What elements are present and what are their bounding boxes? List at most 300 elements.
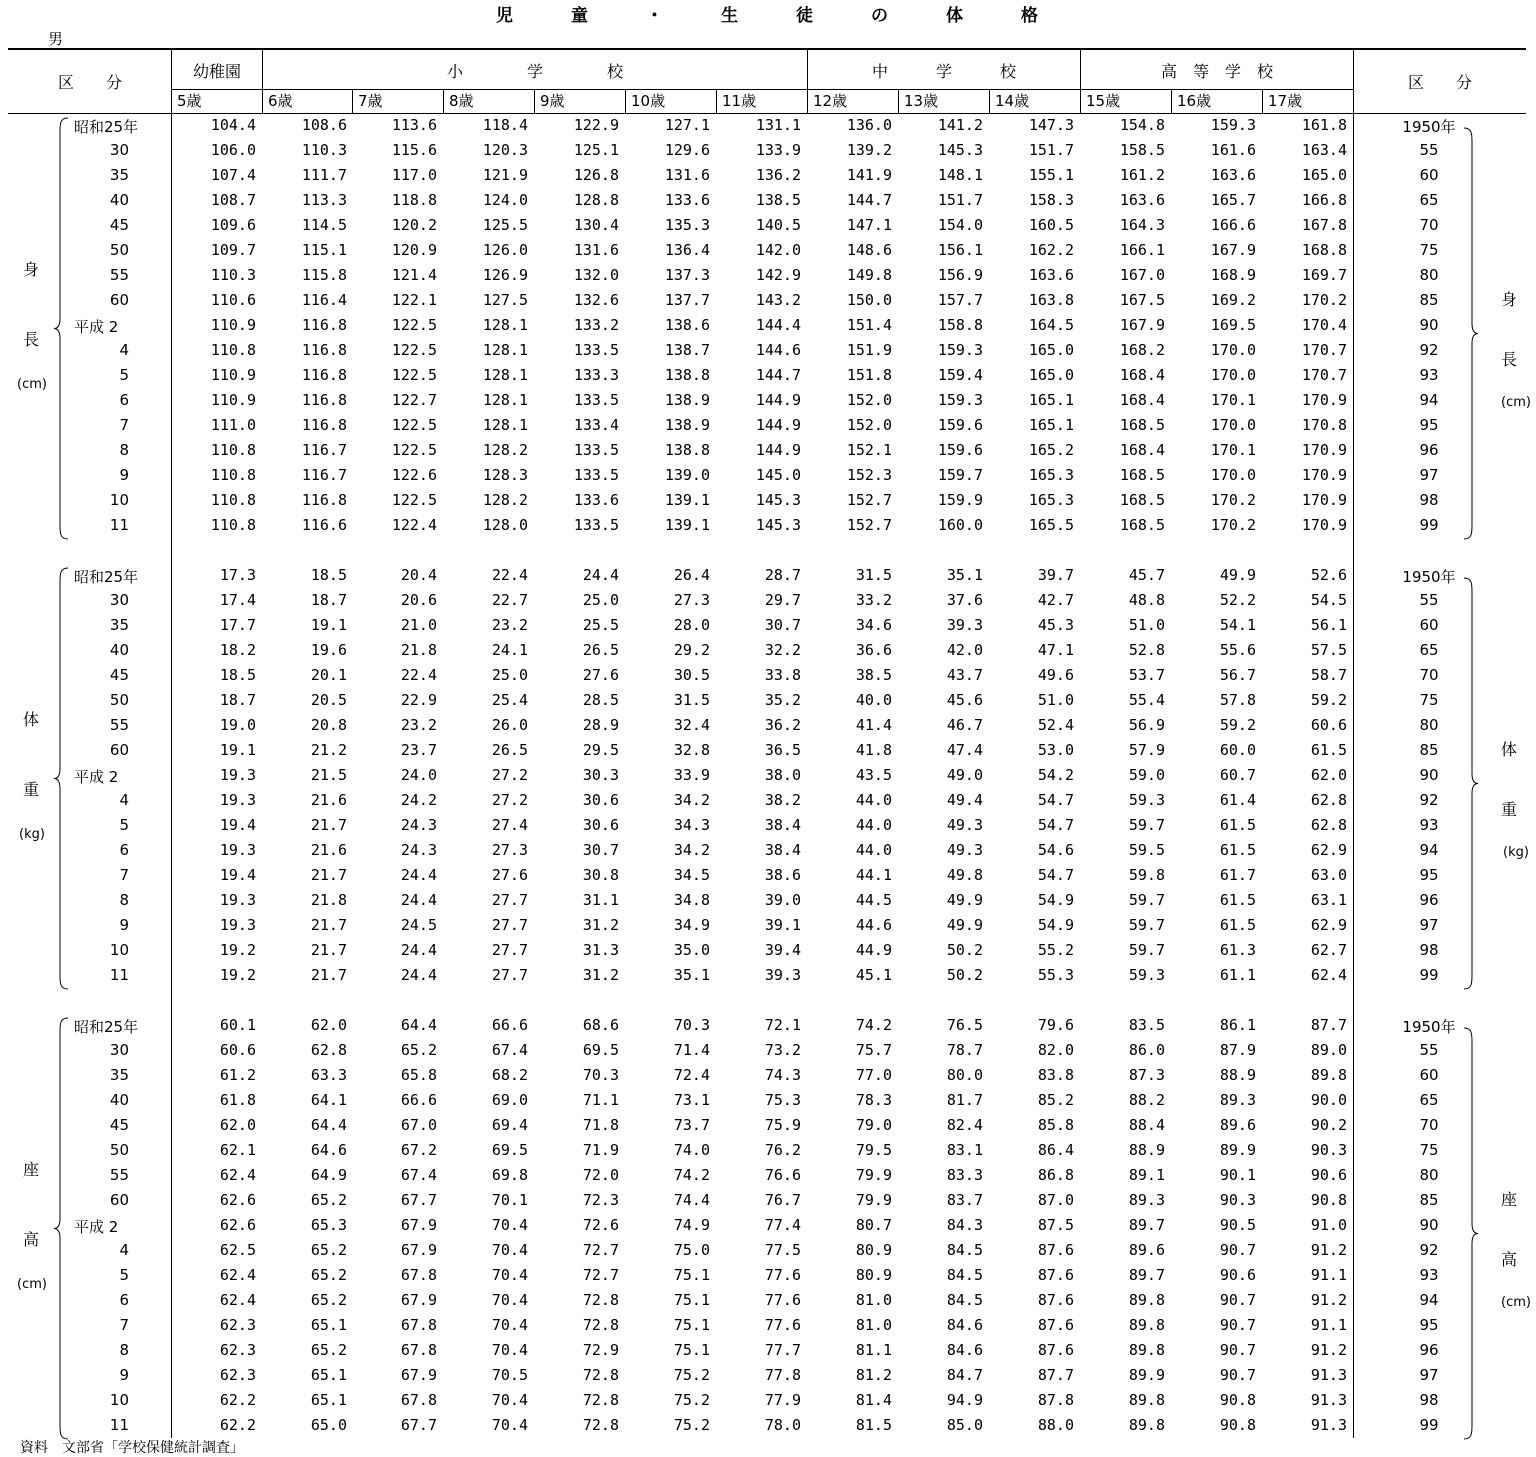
table-cell: 168.5	[1119, 491, 1165, 509]
age-header: 17歳	[1268, 92, 1303, 110]
table-row	[0, 766, 1536, 791]
table-cell: 59.7	[1128, 891, 1165, 909]
table-cell: 80.9	[855, 1266, 892, 1284]
western-year-label: 90	[1419, 316, 1439, 334]
table-cell: 75.2	[673, 1391, 710, 1409]
western-year-label: 92	[1419, 341, 1439, 359]
table-cell: 91.2	[1310, 1341, 1347, 1359]
table-row	[0, 1041, 1536, 1066]
western-year-label: 95	[1419, 1316, 1439, 1334]
table-cell: 72.4	[673, 1066, 710, 1084]
table-cell: 127.5	[482, 291, 528, 309]
table-cell: 52.4	[1037, 716, 1074, 734]
table-cell: 41.4	[855, 716, 892, 734]
table-cell: 65.8	[400, 1066, 437, 1084]
table-cell: 141.2	[937, 116, 983, 134]
table-cell: 34.9	[673, 916, 710, 934]
table-cell: 34.5	[673, 866, 710, 884]
table-cell: 67.7	[400, 1191, 437, 1209]
table-cell: 34.6	[855, 616, 892, 634]
table-cell: 61.3	[1219, 941, 1256, 959]
era-year-label: 7	[119, 866, 129, 884]
table-cell: 89.8	[1128, 1316, 1165, 1334]
table-cell: 74.9	[673, 1216, 710, 1234]
western-year-label: 1950年	[1402, 568, 1456, 586]
table-cell: 76.2	[764, 1141, 801, 1159]
era-year-label: 9	[119, 916, 129, 934]
title-char: 格	[1021, 6, 1040, 26]
table-row	[0, 1141, 1536, 1166]
table-cell: 113.3	[301, 191, 347, 209]
table-cell: 49.6	[1037, 666, 1074, 684]
table-cell: 21.7	[310, 966, 347, 984]
table-cell: 167.9	[1119, 316, 1165, 334]
table-cell: 128.2	[482, 491, 528, 509]
era-year-label: 60	[109, 1191, 129, 1209]
table-cell: 116.7	[301, 441, 347, 459]
table-cell: 159.7	[937, 466, 983, 484]
table-cell: 24.1	[491, 641, 528, 659]
table-cell: 138.5	[755, 191, 801, 209]
table-cell: 62.0	[1310, 766, 1347, 784]
table-cell: 54.9	[1037, 916, 1074, 934]
table-cell: 62.3	[219, 1341, 256, 1359]
age-header: 6歳	[268, 92, 293, 110]
table-cell: 144.9	[755, 416, 801, 434]
table-cell: 62.8	[310, 1041, 347, 1059]
table-cell: 53.0	[1037, 741, 1074, 759]
table-cell: 90.1	[1219, 1166, 1256, 1184]
table-cell: 115.6	[391, 141, 437, 159]
table-row	[0, 291, 1536, 316]
table-cell: 83.7	[946, 1191, 983, 1209]
western-year-label: 1950年	[1402, 118, 1456, 136]
table-cell: 59.8	[1128, 866, 1165, 884]
table-cell: 75.2	[673, 1366, 710, 1384]
table-row	[0, 366, 1536, 391]
table-row	[0, 1291, 1536, 1316]
age-header: 8歳	[449, 92, 474, 110]
table-row	[0, 666, 1536, 691]
table-cell: 89.9	[1128, 1366, 1165, 1384]
table-cell: 29.2	[673, 641, 710, 659]
table-cell: 67.4	[491, 1041, 528, 1059]
title-char: 生	[721, 6, 740, 26]
table-cell: 51.0	[1128, 616, 1165, 634]
table-cell: 62.6	[219, 1191, 256, 1209]
table-cell: 132.6	[573, 291, 619, 309]
table-cell: 21.7	[310, 941, 347, 959]
table-cell: 161.2	[1119, 166, 1165, 184]
table-cell: 86.8	[1037, 1166, 1074, 1184]
table-cell: 74.0	[673, 1141, 710, 1159]
table-cell: 26.0	[491, 716, 528, 734]
table-cell: 67.8	[400, 1391, 437, 1409]
table-cell: 81.4	[855, 1391, 892, 1409]
table-cell: 67.4	[400, 1166, 437, 1184]
table-cell: 21.7	[310, 816, 347, 834]
table-cell: 116.6	[301, 516, 347, 534]
table-cell: 128.1	[482, 416, 528, 434]
table-cell: 65.0	[310, 1416, 347, 1434]
table-cell: 152.7	[846, 491, 892, 509]
table-cell: 44.0	[855, 791, 892, 809]
table-cell: 43.7	[946, 666, 983, 684]
table-cell: 55.4	[1128, 691, 1165, 709]
table-cell: 135.3	[664, 216, 710, 234]
table-cell: 77.5	[764, 1241, 801, 1259]
table-cell: 54.2	[1037, 766, 1074, 784]
western-year-label: 99	[1419, 1416, 1439, 1434]
table-cell: 70.4	[491, 1316, 528, 1334]
table-cell: 169.5	[1210, 316, 1256, 334]
section-unit-left: (cm)	[17, 376, 47, 392]
table-cell: 114.5	[301, 216, 347, 234]
table-cell: 31.2	[582, 966, 619, 984]
sex-label: 男	[48, 30, 64, 48]
table-cell: 77.0	[855, 1066, 892, 1084]
table-row	[0, 1216, 1536, 1241]
section-label-right: 重	[1500, 799, 1517, 819]
table-cell: 62.1	[219, 1141, 256, 1159]
table-cell: 131.6	[664, 166, 710, 184]
table-cell: 152.0	[846, 416, 892, 434]
table-cell: 62.0	[219, 1116, 256, 1134]
table-cell: 110.8	[210, 491, 256, 509]
table-cell: 19.4	[219, 816, 256, 834]
table-cell: 163.6	[1119, 191, 1165, 209]
table-cell: 49.4	[946, 791, 983, 809]
table-cell: 28.5	[582, 691, 619, 709]
western-year-label: 98	[1419, 1391, 1439, 1409]
table-cell: 61.2	[219, 1066, 256, 1084]
table-cell: 72.1	[764, 1016, 801, 1034]
table-cell: 72.8	[582, 1416, 619, 1434]
table-cell: 136.0	[846, 116, 892, 134]
era-year-label: 60	[109, 291, 129, 309]
western-year-label: 92	[1419, 1241, 1439, 1259]
table-cell: 55.2	[1037, 941, 1074, 959]
table-cell: 142.9	[755, 266, 801, 284]
table-cell: 168.5	[1119, 516, 1165, 534]
table-row	[0, 1016, 1536, 1041]
table-cell: 147.1	[846, 216, 892, 234]
era-year-label: 平成 2	[74, 768, 119, 786]
table-cell: 89.8	[1128, 1291, 1165, 1309]
table-row	[0, 716, 1536, 741]
table-cell: 31.5	[673, 691, 710, 709]
table-row	[0, 341, 1536, 366]
table-cell: 89.8	[1128, 1391, 1165, 1409]
table-cell: 75.1	[673, 1316, 710, 1334]
western-year-label: 70	[1419, 666, 1439, 684]
table-cell: 122.1	[391, 291, 437, 309]
table-cell: 79.5	[855, 1141, 892, 1159]
title-char: 徒	[796, 6, 815, 26]
table-cell: 71.4	[673, 1041, 710, 1059]
era-year-label: 30	[109, 591, 129, 609]
table-cell: 126.8	[573, 166, 619, 184]
table-cell: 38.0	[764, 766, 801, 784]
section-label-left: 高	[22, 1229, 39, 1249]
table-cell: 69.4	[491, 1116, 528, 1134]
table-cell: 65.1	[310, 1366, 347, 1384]
table-cell: 19.6	[310, 641, 347, 659]
table-cell: 61.5	[1310, 741, 1347, 759]
title-char: ・	[646, 6, 665, 26]
table-cell: 87.8	[1037, 1391, 1074, 1409]
table-cell: 90.8	[1219, 1391, 1256, 1409]
era-year-label: 平成 2	[74, 318, 119, 336]
table-cell: 145.3	[755, 516, 801, 534]
table-cell: 78.7	[946, 1041, 983, 1059]
western-year-label: 99	[1419, 516, 1439, 534]
table-cell: 54.6	[1037, 841, 1074, 859]
table-cell: 28.7	[764, 566, 801, 584]
western-year-label: 93	[1419, 366, 1439, 384]
table-cell: 52.6	[1310, 566, 1347, 584]
table-cell: 67.2	[400, 1141, 437, 1159]
table-cell: 75.1	[673, 1266, 710, 1284]
table-cell: 74.2	[855, 1016, 892, 1034]
table-cell: 110.6	[210, 291, 256, 309]
table-row	[0, 1066, 1536, 1091]
table-cell: 56.9	[1128, 716, 1165, 734]
western-year-label: 85	[1419, 741, 1439, 759]
western-year-label: 80	[1419, 266, 1439, 284]
table-cell: 165.1	[1028, 391, 1074, 409]
table-cell: 39.3	[764, 966, 801, 984]
table-cell: 54.1	[1219, 616, 1256, 634]
table-cell: 159.6	[937, 416, 983, 434]
section-label-right: 座	[1500, 1189, 1517, 1209]
table-cell: 89.9	[1219, 1141, 1256, 1159]
table-cell: 48.8	[1128, 591, 1165, 609]
table-cell: 122.5	[391, 341, 437, 359]
table-cell: 26.5	[491, 741, 528, 759]
table-cell: 53.7	[1128, 666, 1165, 684]
table-cell: 21.2	[310, 741, 347, 759]
table-cell: 65.2	[310, 1241, 347, 1259]
table-cell: 91.2	[1310, 1291, 1347, 1309]
section-label-left: 身	[22, 259, 39, 279]
table-cell: 72.0	[582, 1166, 619, 1184]
table-cell: 116.8	[301, 341, 347, 359]
table-row	[0, 1341, 1536, 1366]
table-cell: 69.0	[491, 1091, 528, 1109]
table-cell: 84.7	[946, 1366, 983, 1384]
era-year-label: 11	[109, 966, 129, 984]
era-year-label: 8	[119, 891, 129, 909]
table-cell: 144.4	[755, 316, 801, 334]
table-cell: 87.6	[1037, 1241, 1074, 1259]
age-header: 10歳	[631, 92, 666, 110]
table-cell: 71.9	[582, 1141, 619, 1159]
era-year-label: 50	[109, 1141, 129, 1159]
table-row	[0, 741, 1536, 766]
table-cell: 167.9	[1210, 241, 1256, 259]
table-cell: 158.8	[937, 316, 983, 334]
western-year-label: 80	[1419, 716, 1439, 734]
table-cell: 40.0	[855, 691, 892, 709]
table-cell: 90.8	[1219, 1416, 1256, 1434]
table-row	[0, 916, 1536, 941]
table-cell: 54.7	[1037, 866, 1074, 884]
table-cell: 116.8	[301, 491, 347, 509]
table-cell: 121.9	[482, 166, 528, 184]
table-cell: 126.9	[482, 266, 528, 284]
table-cell: 59.7	[1128, 916, 1165, 934]
table-cell: 124.0	[482, 191, 528, 209]
table-cell: 76.7	[764, 1191, 801, 1209]
table-cell: 75.9	[764, 1116, 801, 1134]
table-cell: 162.2	[1028, 241, 1074, 259]
table-cell: 33.9	[673, 766, 710, 784]
table-cell: 165.0	[1028, 366, 1074, 384]
table-cell: 87.5	[1037, 1216, 1074, 1234]
era-year-label: 55	[109, 716, 129, 734]
table-cell: 38.6	[764, 866, 801, 884]
table-cell: 31.1	[582, 891, 619, 909]
era-year-label: 4	[119, 1241, 129, 1259]
table-row	[0, 966, 1536, 991]
table-cell: 67.9	[400, 1291, 437, 1309]
table-cell: 63.1	[1310, 891, 1347, 909]
table-cell: 61.1	[1219, 966, 1256, 984]
table-cell: 128.3	[482, 466, 528, 484]
era-year-label: 55	[109, 1166, 129, 1184]
table-cell: 62.4	[219, 1266, 256, 1284]
era-year-label: 平成 2	[74, 1218, 119, 1236]
age-header: 5歳	[177, 92, 202, 110]
table-cell: 34.2	[673, 841, 710, 859]
right-brace	[1462, 1028, 1478, 1439]
table-row	[0, 1116, 1536, 1141]
table-cell: 67.7	[400, 1416, 437, 1434]
table-cell: 159.3	[1210, 116, 1256, 134]
table-cell: 47.4	[946, 741, 983, 759]
era-year-label: 45	[109, 216, 129, 234]
table-cell: 59.5	[1128, 841, 1165, 859]
table-cell: 89.6	[1128, 1241, 1165, 1259]
table-cell: 45.7	[1128, 566, 1165, 584]
table-cell: 68.6	[582, 1016, 619, 1034]
table-cell: 110.3	[301, 141, 347, 159]
table-cell: 19.0	[219, 716, 256, 734]
table-cell: 88.4	[1128, 1116, 1165, 1134]
table-cell: 133.6	[573, 491, 619, 509]
age-header: 14歳	[995, 92, 1030, 110]
table-cell: 55.6	[1219, 641, 1256, 659]
table-cell: 62.7	[1310, 941, 1347, 959]
table-cell: 86.4	[1037, 1141, 1074, 1159]
table-cell: 158.5	[1119, 141, 1165, 159]
table-cell: 29.7	[764, 591, 801, 609]
table-cell: 83.3	[946, 1166, 983, 1184]
table-cell: 155.1	[1028, 166, 1074, 184]
table-cell: 37.6	[946, 591, 983, 609]
western-year-label: 85	[1419, 291, 1439, 309]
table-cell: 110.9	[210, 366, 256, 384]
table-cell: 27.3	[673, 591, 710, 609]
table-cell: 33.8	[764, 666, 801, 684]
table-cell: 70.4	[491, 1291, 528, 1309]
table-cell: 138.9	[664, 391, 710, 409]
table-cell: 108.7	[210, 191, 256, 209]
table-cell: 170.9	[1301, 491, 1347, 509]
table-cell: 27.7	[491, 891, 528, 909]
table-cell: 23.2	[491, 616, 528, 634]
table-cell: 64.4	[400, 1016, 437, 1034]
table-cell: 38.2	[764, 791, 801, 809]
table-cell: 24.4	[400, 866, 437, 884]
table-cell: 150.0	[846, 291, 892, 309]
table-cell: 24.4	[400, 941, 437, 959]
table-cell: 51.0	[1037, 691, 1074, 709]
table-cell: 75.2	[673, 1416, 710, 1434]
table-cell: 59.7	[1128, 941, 1165, 959]
table-cell: 49.9	[946, 891, 983, 909]
table-cell: 24.4	[400, 966, 437, 984]
table-cell: 90.7	[1219, 1241, 1256, 1259]
table-cell: 133.4	[573, 416, 619, 434]
table-cell: 89.8	[1310, 1066, 1347, 1084]
era-year-label: 9	[119, 466, 129, 484]
era-year-label: 昭和25年	[74, 568, 139, 586]
table-cell: 133.5	[573, 466, 619, 484]
western-year-label: 70	[1419, 216, 1439, 234]
era-year-label: 7	[119, 416, 129, 434]
table-cell: 78.0	[764, 1416, 801, 1434]
table-cell: 165.0	[1301, 166, 1347, 184]
table-cell: 142.0	[755, 241, 801, 259]
table-cell: 131.6	[573, 241, 619, 259]
table-cell: 159.4	[937, 366, 983, 384]
table-cell: 138.9	[664, 416, 710, 434]
table-cell: 156.9	[937, 266, 983, 284]
table-row	[0, 641, 1536, 666]
table-row	[0, 216, 1536, 241]
table-cell: 116.8	[301, 316, 347, 334]
table-cell: 144.7	[755, 366, 801, 384]
table-cell: 88.2	[1128, 1091, 1165, 1109]
table-cell: 89.7	[1128, 1216, 1165, 1234]
section-unit-right: (kg)	[1503, 844, 1529, 860]
era-year-label: 35	[109, 1066, 129, 1084]
kubun-right-header: 区 分	[1407, 73, 1472, 92]
table-cell: 170.2	[1210, 516, 1256, 534]
table-cell: 128.1	[482, 366, 528, 384]
table-cell: 80.9	[855, 1241, 892, 1259]
table-row	[0, 1241, 1536, 1266]
table-cell: 45.1	[855, 966, 892, 984]
table-row	[0, 316, 1536, 341]
table-cell: 61.7	[1219, 866, 1256, 884]
table-cell: 30.5	[673, 666, 710, 684]
table-cell: 87.0	[1037, 1191, 1074, 1209]
table-cell: 39.0	[764, 891, 801, 909]
table-row	[0, 566, 1536, 591]
table-row	[0, 166, 1536, 191]
table-cell: 64.9	[310, 1166, 347, 1184]
table-cell: 76.6	[764, 1166, 801, 1184]
table-row	[0, 1191, 1536, 1216]
table-cell: 18.2	[219, 641, 256, 659]
table-cell: 27.6	[491, 866, 528, 884]
table-cell: 87.6	[1037, 1291, 1074, 1309]
table-cell: 110.8	[210, 441, 256, 459]
era-year-label: 35	[109, 616, 129, 634]
